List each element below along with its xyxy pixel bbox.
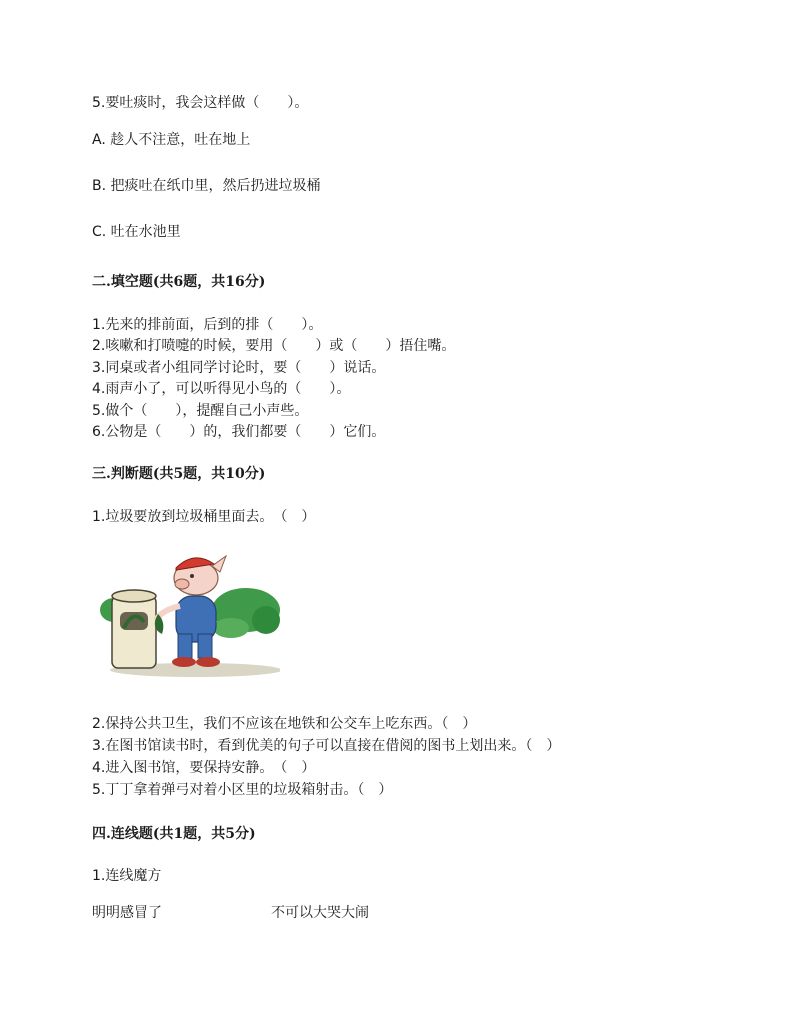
judge-item-4: 4.进入图书馆，要保持安静。 （ ）: [92, 760, 316, 776]
question-5-option-c: C. 吐在水池里: [92, 224, 181, 240]
fill-item-3: 3.同桌或者小组同学讨论时，要（ ）说话。: [92, 360, 386, 376]
fill-item-5: 5.做个（ ），提醒自己小声些。: [92, 403, 309, 419]
fill-item-1: 1.先来的排前面，后到的排（ ）。: [92, 317, 323, 333]
section-4-title: 四.连线题(共1题，共5分): [92, 826, 256, 842]
match-left-item: 明明感冒了: [92, 905, 162, 921]
match-right-item: 不可以大哭大闹: [271, 905, 369, 921]
question-5-option-a: A. 趁人不注意，吐在地上: [92, 132, 251, 148]
question-5-option-b: B. 把痰吐在纸巾里，然后扔进垃圾桶: [92, 178, 321, 194]
fill-item-6: 6.公物是（ ）的，我们都要（ ）它们。: [92, 424, 386, 440]
judge-item-5: 5.丁丁拿着弹弓对着小区里的垃圾箱射击。（ ）: [92, 782, 393, 798]
section-2-title: 二.填空题(共6题，共16分): [92, 274, 266, 290]
fill-item-4: 4.雨声小了，可以听得见小鸟的（ ）。: [92, 381, 351, 397]
question-5-stem: 5.要吐痰时，我会这样做（ ）。: [92, 95, 309, 111]
match-item-1: 1.连线魔方: [92, 868, 162, 884]
section-3-title: 三.判断题(共5题，共10分): [92, 466, 266, 482]
fill-item-2: 2.咳嗽和打喷嚏的时候，要用（ ）或（ ）捂住嘴。: [92, 338, 456, 354]
judge-item-1: 1.垃圾要放到垃圾桶里面去。 （ ）: [92, 509, 316, 525]
pig-at-trash-bin-illustration: [96, 548, 280, 678]
judge-item-3: 3.在图书馆读书时，看到优美的句子可以直接在借阅的图书上划出来。（ ）: [92, 738, 561, 754]
judge-item-2: 2.保持公共卫生，我们不应该在地铁和公交车上吃东西。（ ）: [92, 716, 477, 732]
